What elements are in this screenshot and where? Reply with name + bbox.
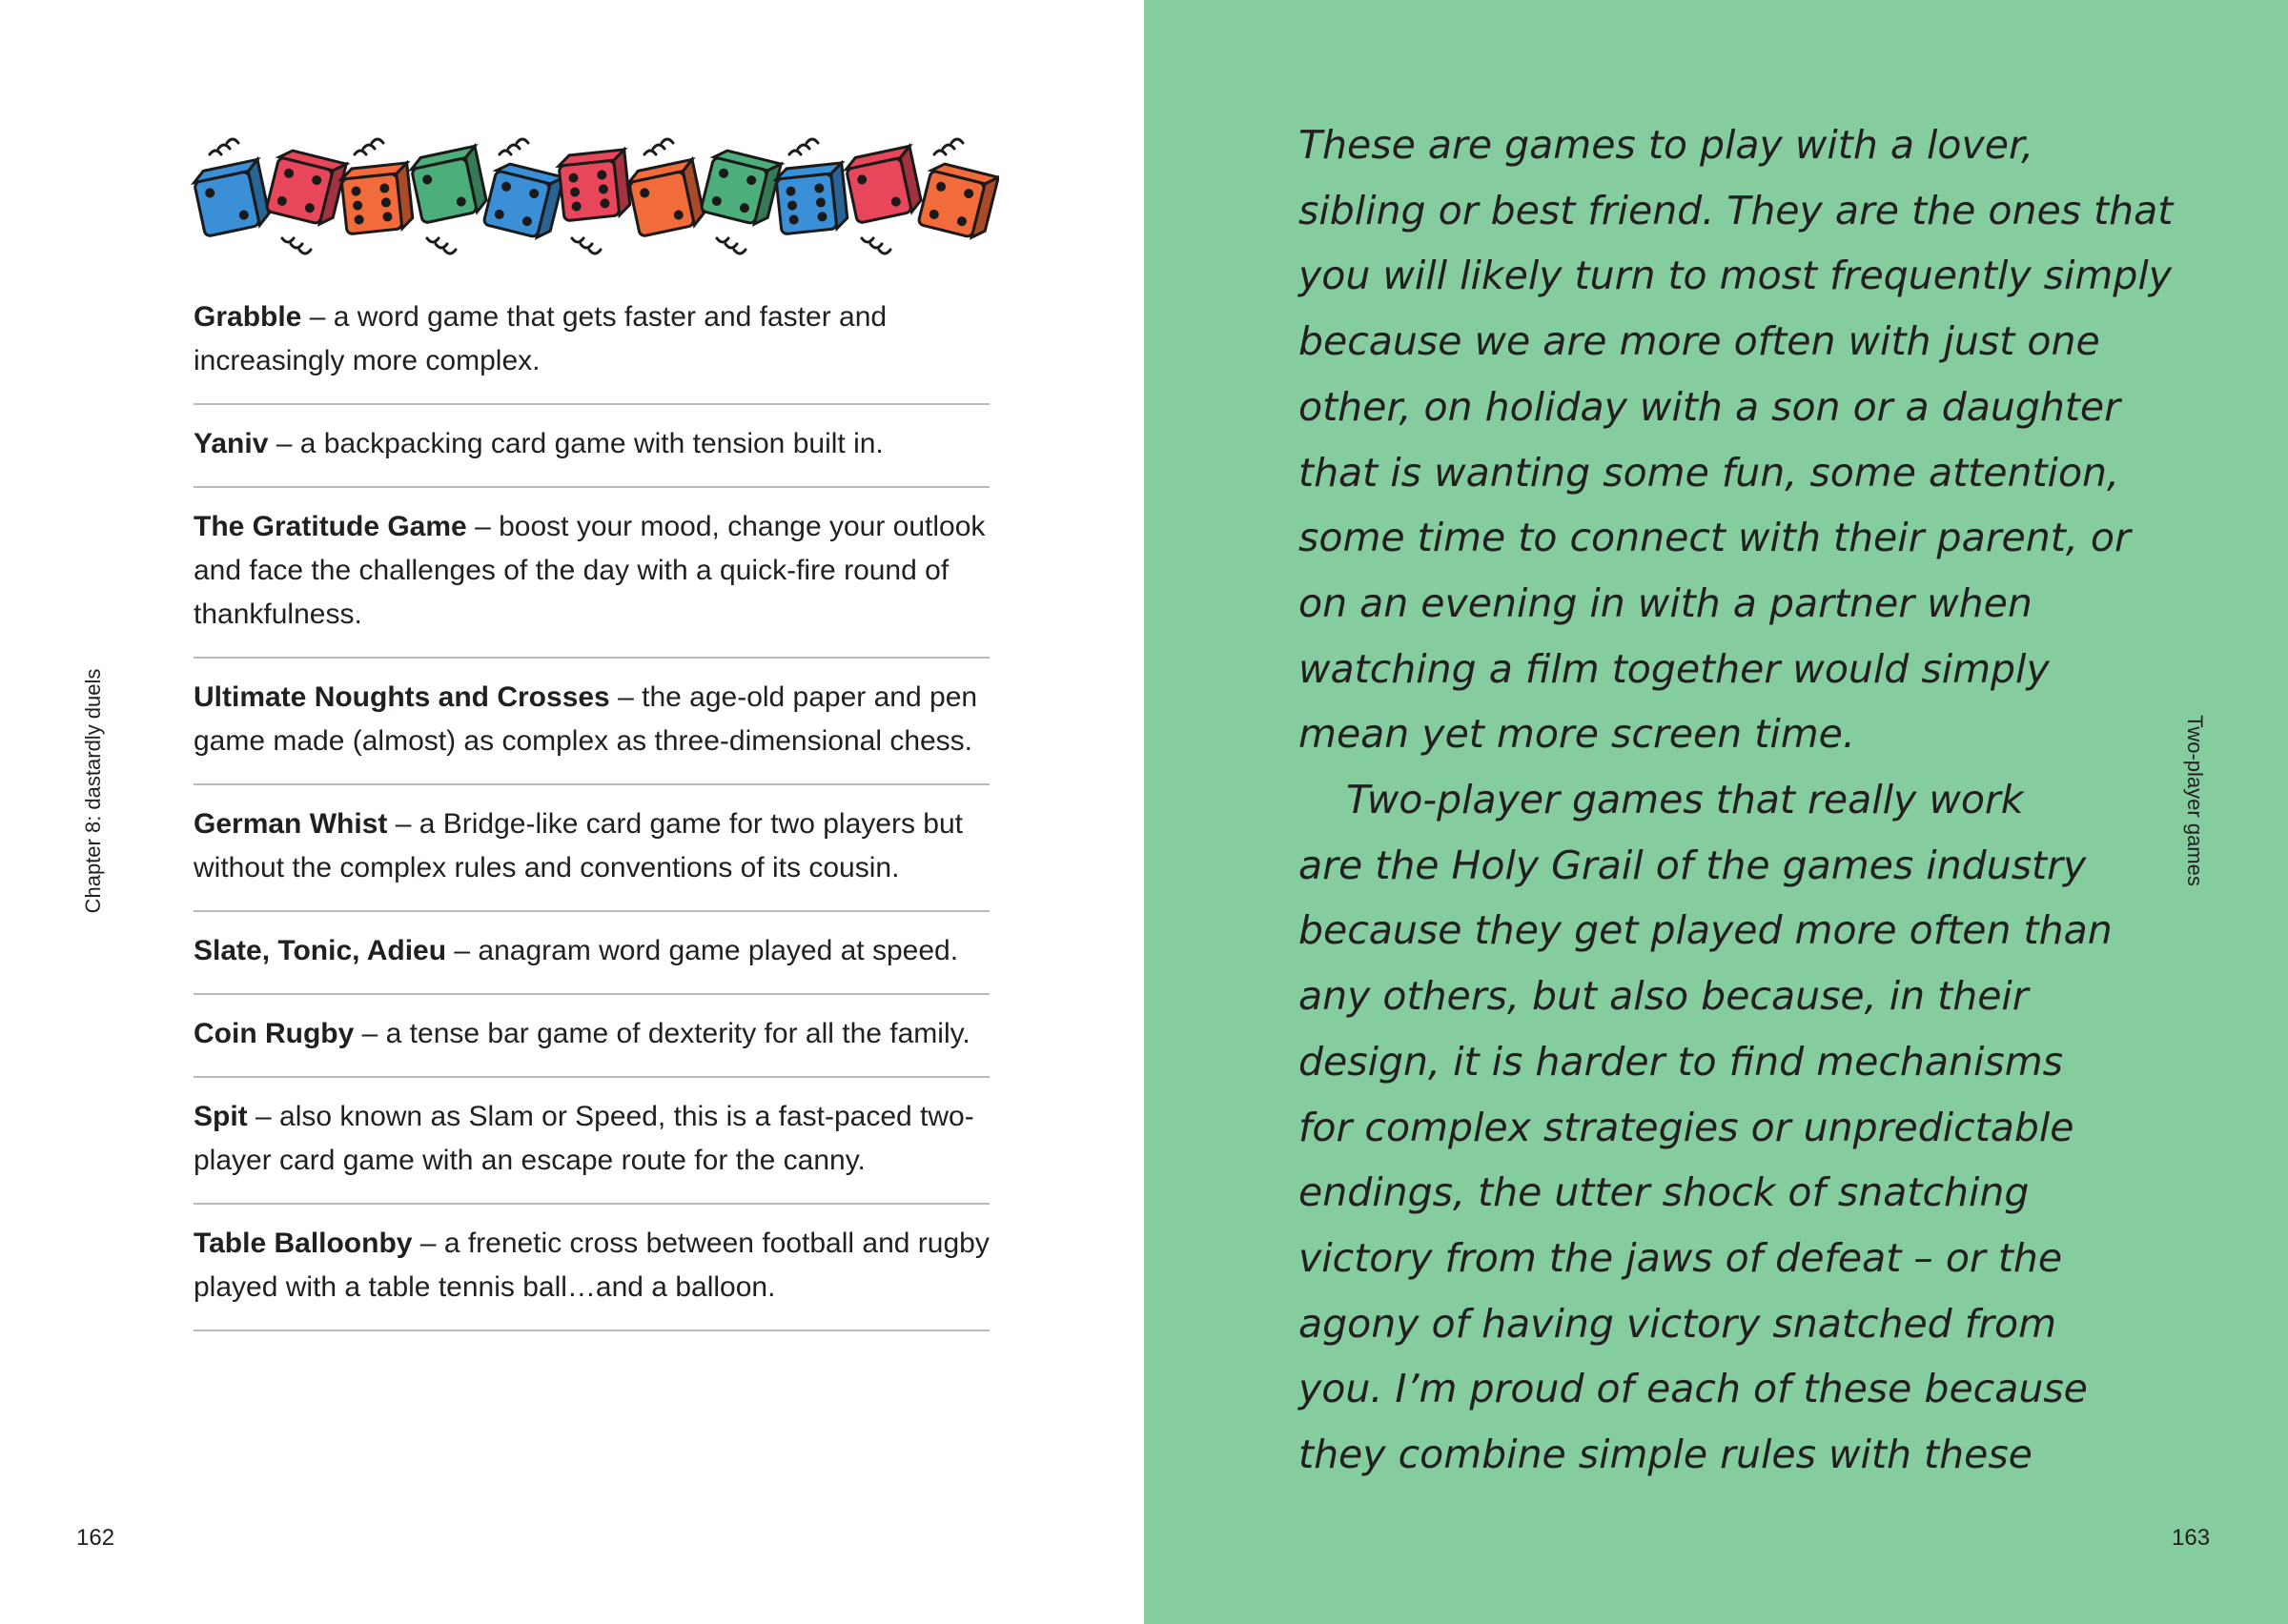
text-line: design, it is harder to find mechanisms [1298,1038,2064,1085]
text-line: on an evening in with a partner when [1298,579,2033,626]
text-line: These are games to play with a lover, [1298,122,2034,168]
text-line: for complex strategies or unpredictable [1298,1104,2074,1150]
game-name: Slate, Tonic, Adieu [194,935,447,966]
motion-lines-icon [789,139,818,154]
body-text [1298,112,2174,1488]
list-item [194,488,990,659]
page-number: 163 [2172,1525,2211,1551]
list-item [194,785,990,912]
motion-lines-icon [210,139,238,154]
list-item [194,1078,990,1205]
game-name: German Whist [194,808,388,840]
motion-lines-icon [427,238,456,254]
right-page [1144,0,2288,1624]
die-icon [775,163,848,234]
die-icon [483,161,563,240]
die-icon [410,146,489,223]
dice-illustration [189,122,999,265]
die-icon [340,163,414,234]
text-line: they combine simple rules with these [1298,1431,2033,1478]
motion-lines-icon [934,139,963,154]
text-line: because we are more often with just one [1298,318,2100,365]
text-line: any others, but also because, in their [1298,973,2029,1020]
text-line: you. I’m proud of each of these because [1298,1366,2088,1412]
game-name: The Gratitude Game [194,511,467,542]
running-head: Chapter 8: dastardly duels [81,668,105,914]
die-icon [266,148,346,227]
game-name: Coin Rugby [194,1018,355,1049]
text-line: because they get played more often than [1298,907,2113,954]
text-line: Two-player games that really work [1346,777,2024,823]
text-line: are the Holy Grail of the games industry [1298,842,2087,888]
list-item [194,995,990,1078]
die-icon [193,159,272,236]
game-name: Table Balloonby [194,1228,413,1259]
die-icon [701,148,781,227]
game-description: – a tense bar game of dexterity for all the family. [354,1018,970,1049]
game-name: Grabble [194,301,302,333]
games-list [194,282,990,1331]
motion-lines-icon [355,139,383,154]
game-description: – a frenetic cross between football and rugby played with a table tennis ball…and a balloon. [194,1228,990,1303]
text-line: agony of having victory snatched from [1298,1300,2057,1347]
text-line: mean yet more screen time. [1298,711,1855,758]
text-line: some time to connect with their parent, or [1298,515,2131,561]
text-line: victory from the jaws of defeat – or the [1298,1234,2063,1281]
text-line: sibling or best friend. They are the ones that [1298,187,2174,233]
game-description: – also known as Slam or Speed, this is a fast-paced two-player card game with an escape route for the canny. [194,1101,974,1176]
game-description: – a word game that gets faster and faster and increasingly more complex. [194,301,888,376]
game-name: Spit [194,1101,248,1132]
motion-lines-icon [717,238,746,254]
list-item [194,1205,990,1331]
motion-lines-icon [500,139,528,154]
list-item [194,282,990,405]
game-description: – a Bridge-like card game for two players but without the complex rules and conventions of its cousin. [194,808,963,883]
game-description: – the age-old paper and pen game made (almost) as complex as three-dimensional chess. [194,681,978,757]
text-line: that is wanting some fun, some attention, [1298,449,2120,496]
text-line: endings, the utter shock of snatching [1298,1169,2030,1216]
list-item [194,912,990,995]
text-line: you will likely turn to most frequently simply [1298,253,2173,299]
running-head: Two-player games [2183,715,2207,886]
game-description: – boost your mood, change your outlook and face the challenges of the day with a quick-fire round of thankfulness. [194,511,986,630]
game-name: Yaniv [194,428,269,459]
text-line: other, on holiday with a son or a daughter [1298,383,2121,430]
die-icon [627,159,706,236]
die-icon [558,150,631,221]
die-icon [845,146,924,223]
motion-lines-icon [572,238,601,254]
motion-lines-icon [862,238,890,254]
game-description: – anagram word game played at speed. [446,935,959,966]
list-item [194,659,990,785]
die-icon [918,161,998,240]
list-item [194,405,990,488]
game-description: – a backpacking card game with tension built in. [268,428,884,459]
motion-lines-icon [282,238,311,254]
text-line: watching a film together would simply [1298,645,2050,692]
page-number: 162 [76,1525,115,1551]
motion-lines-icon [644,139,673,154]
game-name: Ultimate Noughts and Crosses [194,681,610,713]
